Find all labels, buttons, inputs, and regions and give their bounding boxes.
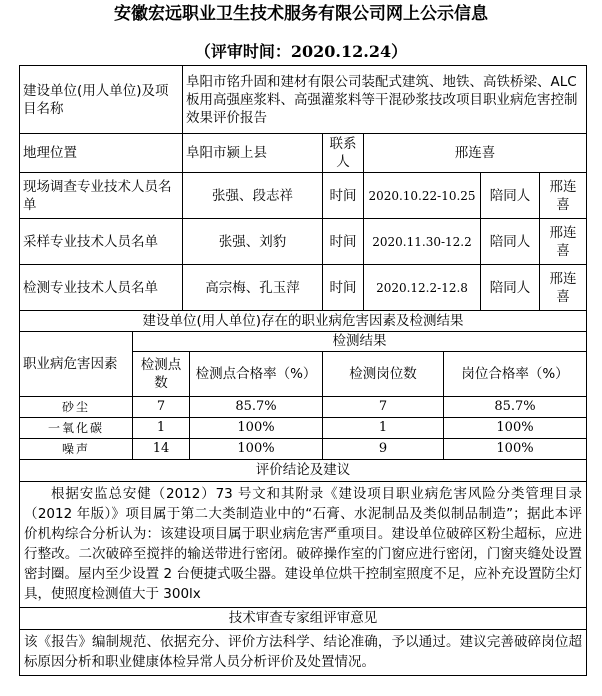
conclusion-body-row <box>20 481 587 607</box>
contact-label: 联系人 <box>323 134 364 173</box>
staff-label: 现场调查专业技术人员名单 <box>20 173 183 219</box>
col-points: 检测点数 <box>133 351 190 396</box>
staff-names: 高宗梅、孔玉萍 <box>183 265 323 311</box>
hazard-section-title: 建设单位(用人单位)存在的职业病危害因素及检测结果 <box>20 311 587 331</box>
unit-row <box>20 66 587 134</box>
conclusion-title-row <box>20 459 587 481</box>
col-post-rate: 岗位合格率（%） <box>444 351 587 396</box>
hazard-factor: 一氧化碳 <box>20 417 133 438</box>
time-label: 时间 <box>323 265 364 311</box>
staff-row <box>20 173 587 219</box>
hazard-points: 7 <box>133 396 190 417</box>
location-value: 阜阳市颍上县 <box>183 134 323 173</box>
companion-value: 邢连喜 <box>540 219 587 265</box>
hazard-posts: 9 <box>323 438 444 459</box>
hazard-post-rate: 100% <box>444 417 587 438</box>
factor-header: 职业病危害因素 <box>20 331 133 396</box>
unit-value: 阜阳市铭升固和建材有限公司装配式建筑、地铁、高铁桥梁、ALC板用高强座浆料、高强灌浆料等干混砂浆技改项目职业病危害控制效果评价报告 <box>183 66 587 134</box>
hazard-header-row <box>20 331 587 351</box>
staff-label: 检测专业技术人员名单 <box>20 265 183 311</box>
results-header: 检测结果 <box>133 331 587 351</box>
hazard-row <box>20 438 587 459</box>
page-title: 安徽宏远职业卫生技术服务有限公司网上公示信息 <box>114 4 488 24</box>
col-point-rate: 检测点合格率（%） <box>190 351 323 396</box>
companion-label: 陪同人 <box>481 265 540 311</box>
time-label: 时间 <box>323 219 364 265</box>
time-value: 2020.11.30-12.2 <box>364 219 481 265</box>
staff-names: 张强、刘豹 <box>183 219 323 265</box>
review-time-prefix: （评审时间： <box>194 42 291 61</box>
hazard-posts: 1 <box>323 417 444 438</box>
unit-label: 建设单位(用人单位)及项目名称 <box>20 66 183 134</box>
companion-value: 邢连喜 <box>540 265 587 311</box>
expert-text: 该《报告》编制规范、依据充分、评价方法科学、结论准确，予以通过。建议完善破碎岗位超标原因分析和职业健康体检异常人员分析评价及处置情况。 <box>20 629 587 675</box>
hazard-row <box>20 396 587 417</box>
review-time <box>0 41 602 65</box>
companion-label: 陪同人 <box>481 173 540 219</box>
time-value: 2020.12.2-12.8 <box>364 265 481 311</box>
expert-title: 技术审查专家组评审意见 <box>20 607 587 629</box>
hazard-point-rate: 85.7% <box>190 396 323 417</box>
conclusion-text: 根据安监总安健（2012）73 号文和其附录《建设项目职业病危害风险分类管理目录（2012 年版）》项目属于第二大类制造业中的“石膏、水泥制品及类似制品制造”；据此本评价机构综合分析认为：该建设项目属于职业病危害严重项目。建设单位破碎区粉尘超标，应进行整改。二次破碎至搅拌的输送带进行密闭。破碎操作室的门窗应进行密闭，门窗夹缝处设置密封圈。屋内至少设置 2 台便捷式吸尘器。建设单位烘干控制室照度不足，应补充设置防尘灯具，使照度检测值大于 300lx <box>20 481 587 607</box>
companion-label: 陪同人 <box>481 219 540 265</box>
location-row <box>20 134 587 173</box>
hazard-post-rate: 85.7% <box>444 396 587 417</box>
staff-row <box>20 265 587 311</box>
time-value: 2020.10.22-10.25 <box>364 173 481 219</box>
review-date: 2020.12.24 <box>290 42 392 61</box>
time-label: 时间 <box>323 173 364 219</box>
hazard-point-rate: 100% <box>190 417 323 438</box>
hazard-post-rate: 100% <box>444 438 587 459</box>
staff-row <box>20 219 587 265</box>
hazard-table <box>19 311 587 676</box>
hazard-points: 1 <box>133 417 190 438</box>
hazard-section-row <box>20 311 587 331</box>
expert-body-row <box>20 629 587 675</box>
review-time-suffix: ） <box>391 42 408 61</box>
hazard-row <box>20 417 587 438</box>
staff-label: 采样专业技术人员名单 <box>20 219 183 265</box>
col-posts: 检测岗位数 <box>323 351 444 396</box>
staff-names: 张强、段志祥 <box>183 173 323 219</box>
hazard-factor: 砂尘 <box>20 396 133 417</box>
expert-title-row <box>20 607 587 629</box>
contact-value: 邢连喜 <box>364 134 587 173</box>
hazard-factor: 噪声 <box>20 438 133 459</box>
companion-value: 邢连喜 <box>540 173 587 219</box>
hazard-posts: 7 <box>323 396 444 417</box>
hazard-point-rate: 100% <box>190 438 323 459</box>
location-label: 地理位置 <box>20 134 183 173</box>
hazard-points: 14 <box>133 438 190 459</box>
conclusion-title: 评价结论及建议 <box>20 459 587 481</box>
info-table <box>19 65 587 311</box>
